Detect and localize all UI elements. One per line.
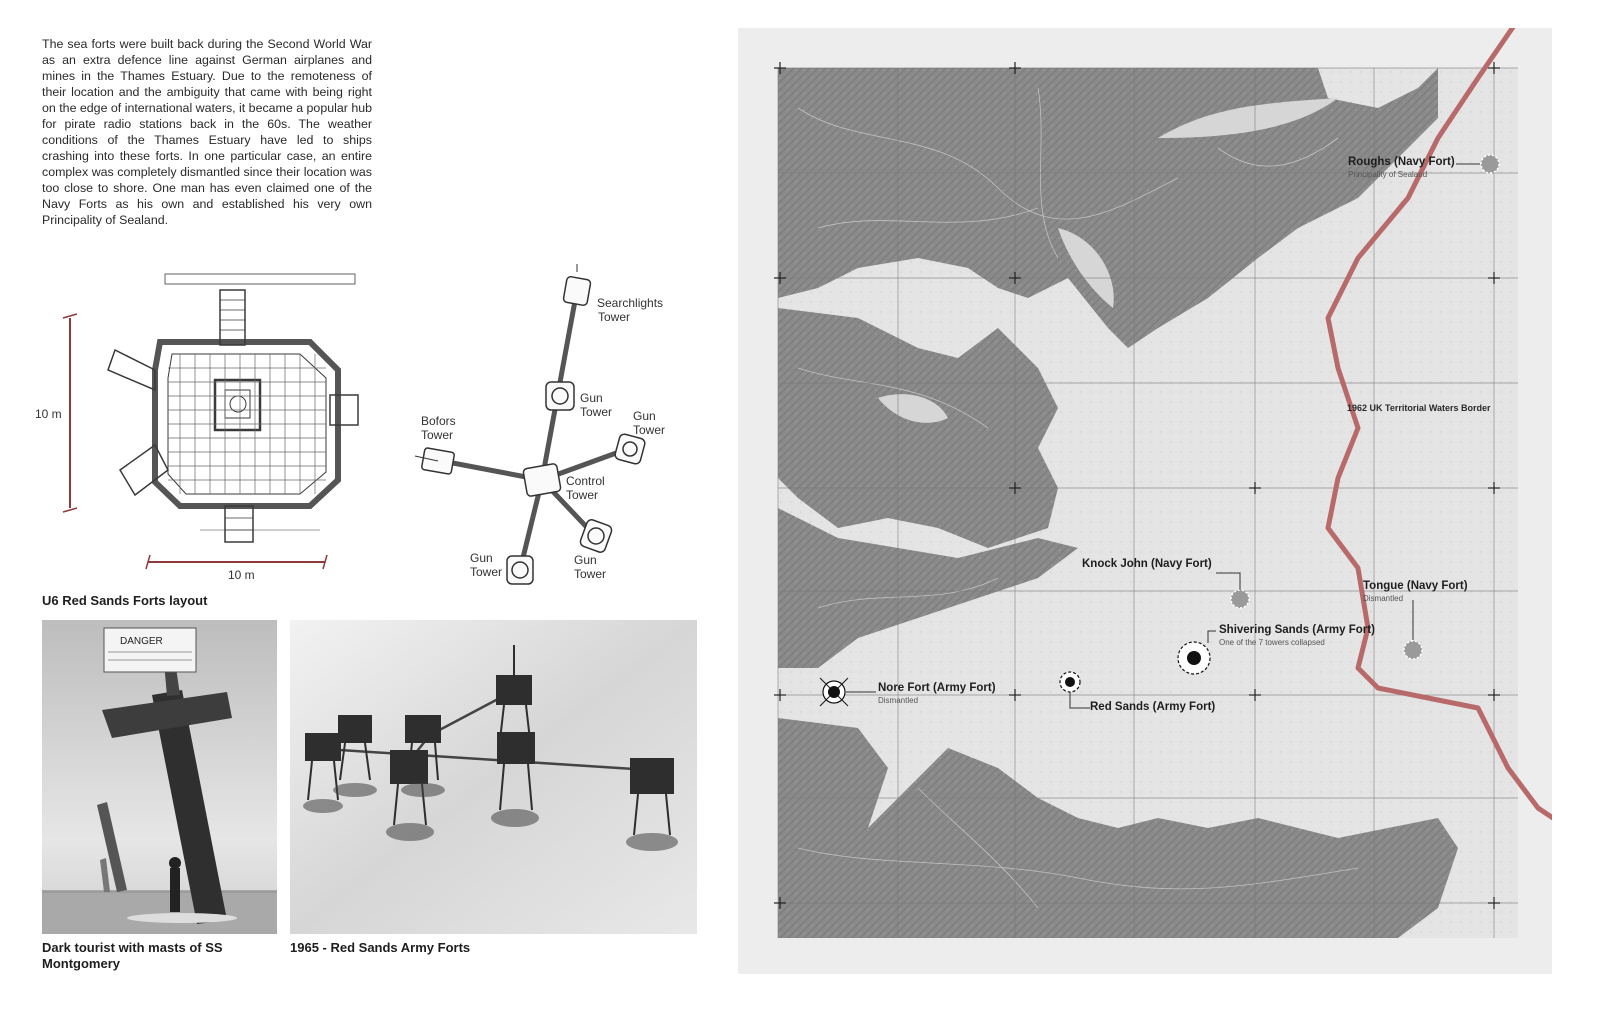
plan-caption: U6 Red Sands Forts layout xyxy=(42,593,208,608)
fort-label-nore: Nore Fort (Army Fort) xyxy=(878,682,996,694)
label-gun-top-line1: Gun xyxy=(580,391,603,405)
label-bofors-tower xyxy=(421,414,456,442)
fort-label-red-sands: Red Sands (Army Fort) xyxy=(1090,701,1216,713)
label-searchlights-tower xyxy=(597,296,663,324)
label-control-line1: Control xyxy=(566,474,605,488)
photo-left-caption-line2: Montgomery xyxy=(42,956,120,971)
label-gun-bl-line1: Gun xyxy=(470,551,493,565)
plan-height-label: 10 m xyxy=(35,407,62,421)
intro-paragraph: The sea forts were built back during the Second World War as an extra defence line against German airplanes and mines in the Thames Estuary. Due to the remoteness of their location and the ambiguity that came with being right on the edge of international waters, it became a popular hub for pirate radio stations back in the 60s. The weather conditions of the Thames Estuary have led to ships crashing into these forts. In one particular case, an entire complex was completely dismantled since their location was too close to shore. One man has even claimed one of the Navy Forts as his own and established his very own Principality of Sealand. xyxy=(42,37,372,227)
plan-width-label: 10 m xyxy=(228,568,255,582)
fort-note-tongue: Dismantled xyxy=(1363,594,1404,603)
fort-layout-plan xyxy=(60,270,380,590)
label-searchlights-line2: Tower xyxy=(598,310,631,324)
label-gun-right-line1: Gun xyxy=(633,409,656,423)
photo-right-caption: 1965 - Red Sands Army Forts xyxy=(290,940,471,955)
label-bofors-line2: Tower xyxy=(421,428,454,442)
territorial-border-label: 1962 UK Territorial Waters Border xyxy=(1347,403,1491,413)
label-searchlights-line1: Searchlights xyxy=(597,296,664,310)
photo-left-caption xyxy=(42,940,282,972)
layout-plan-drawing xyxy=(60,270,380,590)
photo-left-caption-line1: Dark tourist with masts of SS xyxy=(42,940,223,955)
fort-note-shivering-sands: One of the 7 towers collapsed xyxy=(1219,638,1325,647)
danger-sign-text: DANGER xyxy=(120,636,163,647)
label-control-tower xyxy=(566,474,605,502)
fort-label-roughs: Roughs (Navy Fort) xyxy=(1348,156,1455,168)
label-gun-right-line2: Tower xyxy=(633,423,666,437)
fort-note-nore: Dismantled xyxy=(878,696,919,705)
fort-label-knock-john: Knock John (Navy Fort) xyxy=(1082,558,1212,570)
label-control-line2: Tower xyxy=(566,488,599,502)
label-gun-tower-bottom-right xyxy=(574,553,606,581)
label-gun-tower-right xyxy=(633,409,665,437)
fort-label-tongue: Tongue (Navy Fort) xyxy=(1363,580,1468,592)
label-gun-top-line2: Tower xyxy=(580,405,613,419)
label-gun-tower-top xyxy=(580,391,612,419)
fort-label-shivering-sands: Shivering Sands (Army Fort) xyxy=(1219,624,1375,636)
label-bofors-line1: Bofors xyxy=(421,414,456,428)
label-gun-tower-bottom-left xyxy=(470,551,502,579)
thames-estuary-map xyxy=(738,28,1552,974)
label-gun-bl-line2: Tower xyxy=(470,565,503,579)
photo-ss-montgomery-masts xyxy=(42,620,277,934)
photo-red-sands-forts xyxy=(290,620,697,934)
map-graphic xyxy=(738,28,1552,974)
label-gun-br-line2: Tower xyxy=(574,567,607,581)
label-gun-br-line1: Gun xyxy=(574,553,597,567)
fort-note-roughs: Principality of Sealand xyxy=(1348,170,1428,179)
